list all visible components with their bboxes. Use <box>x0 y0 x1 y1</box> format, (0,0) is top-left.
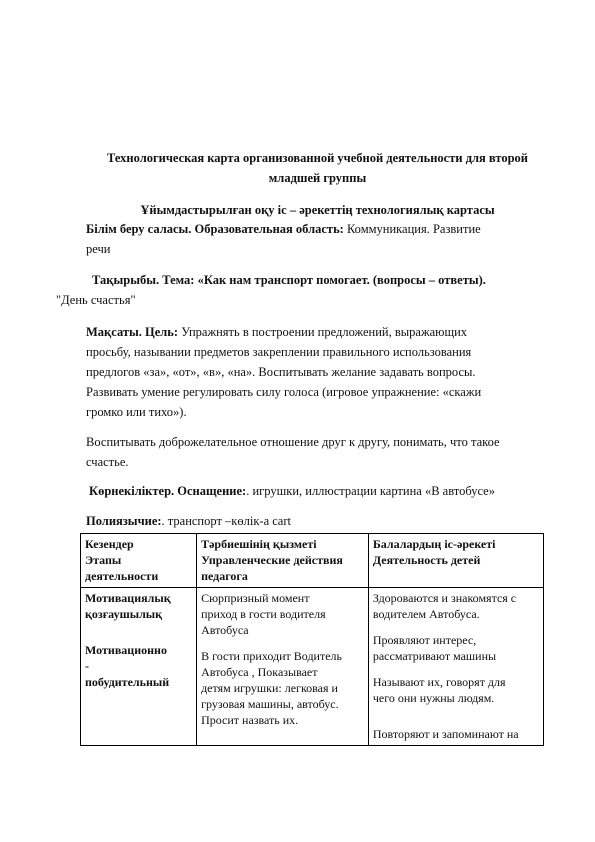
children-text: Проявляют интерес, <box>372 633 477 647</box>
header-stages <box>81 534 197 588</box>
header-stages-kz: Кезендер <box>85 537 134 551</box>
children-text: рассматривают машины <box>372 649 497 663</box>
topic-line2: "День счастья" <box>56 293 136 307</box>
stage-kz-2: қозғаушылық <box>85 607 163 621</box>
header-teacher-ru-2: педагога <box>201 569 248 583</box>
education-area-line2: речи <box>86 242 111 256</box>
goal-line5: громко или тихо»). <box>86 405 187 419</box>
topic-line1: Тақырыбы. Тема: «Как нам транспорт помогает. (вопросы – ответы). <box>92 273 486 287</box>
stage-ru-3: побудительный <box>85 675 170 689</box>
education-area-label: Білім беру саласы. Образовательная область: <box>86 222 344 236</box>
polyglot-line <box>86 513 291 529</box>
goal-line4: Развивать умение регулировать силу голоса (игровое упражнение: «скажи <box>86 385 482 399</box>
header-teacher <box>197 534 369 588</box>
stage-cell <box>81 588 197 746</box>
goal-line2: просьбу, назывании предметов закреплении правильного использования <box>86 345 472 359</box>
teacher-text: В гости приходит Водитель <box>201 649 343 663</box>
table-row <box>81 588 544 746</box>
header-stages-ru: Этапы <box>85 553 122 567</box>
teacher-text: приход в гости водителя <box>201 607 326 621</box>
children-text: Называют их, говорят для <box>372 675 506 689</box>
children-cell <box>368 588 543 746</box>
teacher-cell <box>197 588 369 746</box>
activity-table <box>80 533 544 746</box>
goal-line3: предлогов «за», «от», «в», «на». Воспитывать желание задавать вопросы. <box>86 365 476 379</box>
children-text: чего они нужны людям. <box>372 691 495 705</box>
header-teacher-ru: Управленческие действия <box>201 553 343 567</box>
equipment-value: . игрушки, иллюстрации картина «В автобусе» <box>246 484 495 498</box>
stage-ru-2: - <box>85 659 89 673</box>
education-goal-line1: Воспитывать доброжелательное отношение друг к другу, понимать, что такое <box>86 435 500 449</box>
header-children <box>368 534 543 588</box>
kazakh-title: Ұйымдастырылған оқу іс – әрекеттің технологиялық картасы <box>140 203 495 217</box>
stage-kz-1: Мотивациялық <box>85 591 171 605</box>
education-area-line1 <box>86 221 481 237</box>
children-text: Здороваются и знакомятся с <box>372 591 517 605</box>
teacher-text: грузовая машины, автобус. <box>201 697 339 711</box>
polyglot-value: . транспорт –көлік-а cart <box>161 514 291 528</box>
goal-label: Мақсаты. Цель: <box>86 325 179 339</box>
equipment-label: Көрнекіліктер. Оснащение: <box>89 484 247 498</box>
stage-ru-1: Мотивационно <box>85 643 167 657</box>
header-teacher-kz: Тәрбиешінің қызметі <box>201 537 317 551</box>
equipment-line <box>89 483 495 499</box>
doc-title-line2: младшей группы <box>268 171 367 185</box>
table-header-row <box>81 534 544 588</box>
education-goal-line2: счастье. <box>86 455 129 469</box>
children-text: Повторяют и запоминают на <box>372 727 519 741</box>
goal-line1 <box>86 324 467 340</box>
education-area-value: Коммуникация. Развитие <box>343 222 481 236</box>
teacher-text: Сюрпризный момент <box>201 591 310 605</box>
polyglot-label: Полиязычие: <box>86 514 162 528</box>
header-stages-ru-2: деятельности <box>85 569 159 583</box>
goal-text: Упражнять в построении предложений, выражающих <box>178 325 468 339</box>
header-children-ru: Деятельность детей <box>372 553 481 567</box>
header-children-kz: Балалардың іс-әрекеті <box>372 537 496 551</box>
teacher-text: Автобуса <box>201 623 249 637</box>
teacher-text: детям игрушки: легковая и <box>201 681 338 695</box>
teacher-text: Просит назвать их. <box>201 713 299 727</box>
doc-title-line1: Технологическая карта организованной учебной деятельности для второй <box>107 151 528 165</box>
teacher-text: Автобуса , Показывает <box>201 665 318 679</box>
children-text: водителем Автобуса. <box>372 607 480 621</box>
